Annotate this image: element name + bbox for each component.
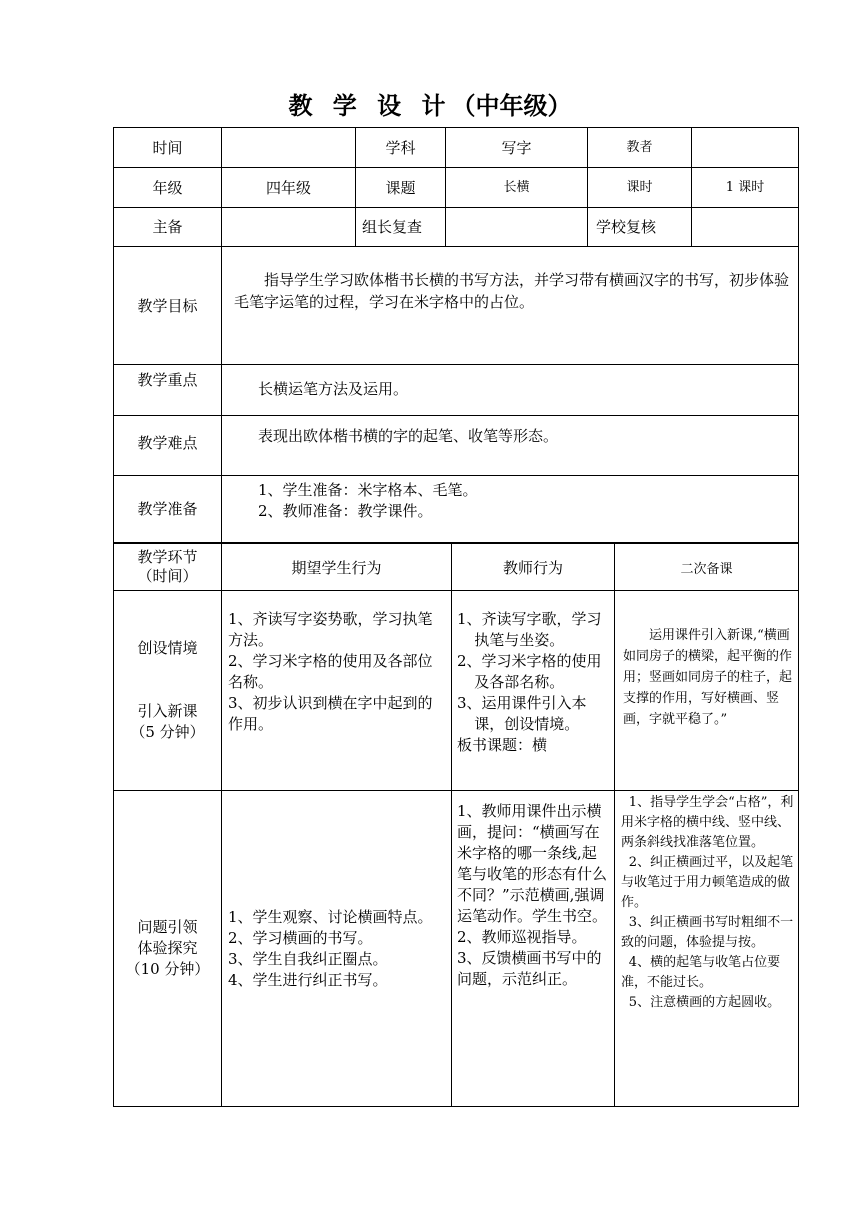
- subject-label: 学科: [356, 128, 446, 168]
- subject-value: 写字: [446, 128, 588, 168]
- student-item: 2、学习横画的书写。: [228, 928, 373, 947]
- stage-name-line3: （5 分钟）: [130, 723, 205, 741]
- time-label: 时间: [114, 128, 222, 168]
- key-points-text: 长横运笔方法及运用。: [258, 380, 409, 398]
- process-table: [113, 543, 799, 1107]
- title-grade: （中年级）: [451, 92, 572, 120]
- student-item: 1、学生观察、讨论横画特点。: [228, 907, 433, 926]
- lead-value: [222, 208, 356, 247]
- goals-label: 教学目标: [114, 247, 222, 365]
- lesson-info-table: [113, 127, 799, 543]
- period-value: 1 课时: [692, 168, 799, 208]
- table-row: [114, 591, 799, 791]
- stage-name-line2: 引入新课: [137, 702, 198, 720]
- second-item: 3、纠正横画书写时粗细不一致的问题，体验提与按。: [621, 915, 794, 950]
- stage-name-line2: 体验探究: [137, 939, 198, 957]
- preparation-item: 1、学生准备：米字格本、毛笔。: [258, 481, 478, 499]
- student-item: 3、初步认识到横在字中起到的作用。: [228, 694, 433, 733]
- teacher-label: 教者: [588, 128, 692, 168]
- teacher-extra: 板书课题：横: [457, 736, 548, 754]
- difficulties-text: 表现出欧体楷书横的字的起笔、收笔等形态。: [258, 427, 559, 445]
- second-item: 5、注意横画的方起圆收。: [628, 995, 781, 1010]
- preparation-label: 教学准备: [114, 476, 222, 543]
- title-main: 教 学 设 计: [288, 92, 452, 120]
- teacher-item: 3、反馈横画书写中的问题，示范纠正。: [457, 949, 602, 988]
- stage-header-line2: （时间）: [137, 567, 198, 585]
- grade-label: 年级: [114, 168, 222, 208]
- school-check-label: 学校复核: [588, 208, 692, 247]
- student-item: 1、齐读写字姿势歌，学习执笔方法。: [228, 610, 433, 649]
- teacher-header: 教师行为: [452, 544, 615, 591]
- lead-label: 主备: [114, 208, 222, 247]
- student-item: 4、学生进行纠正书写。: [228, 970, 388, 989]
- group-check-label: 组长复查: [356, 208, 446, 247]
- period-label: 课时: [588, 168, 692, 208]
- difficulties-label: 教学难点: [114, 416, 222, 476]
- stage-name-line3: （10 分钟）: [125, 960, 210, 978]
- teacher-item: 1、教师用课件出示横画，提问：“横画写在米字格的哪一条线,起笔与收笔的形态有什么不同？”示范横画,强调运笔动作。学生书空。: [457, 802, 608, 925]
- stage-header-line1: 教学环节: [137, 548, 198, 566]
- second-item: 4、横的起笔与收笔占位要准，不能过长。: [621, 955, 781, 990]
- student-item: 3、学生自我纠正圈点。: [228, 949, 388, 968]
- time-value: [222, 128, 356, 168]
- second-item: 1、指导学生学会“占格”，利用米字格的横中线、竖中线、两条斜线找准落笔位置。: [621, 795, 794, 850]
- key-points-label: 教学重点: [114, 365, 222, 416]
- preparation-item: 2、教师准备：教学课件。: [258, 502, 433, 520]
- stage-name-line1: 问题引领: [137, 918, 198, 936]
- teacher-item: 1、齐读写字歌，学习执笔与坐姿。: [457, 610, 602, 649]
- teacher-item: 2、学习米字格的使用及各部名称。: [457, 652, 602, 691]
- stage-name-line1: 创设情境: [137, 639, 198, 657]
- student-header: 期望学生行为: [222, 544, 452, 591]
- second-item: 2、纠正横画过平，以及起笔与收笔过于用力顿笔造成的做作。: [621, 855, 794, 910]
- teacher-item: 2、教师巡视指导。: [457, 928, 587, 946]
- school-check-value: [692, 208, 799, 247]
- topic-value: 长横: [446, 168, 588, 208]
- student-item: 2、学习米字格的使用及各部位名称。: [228, 652, 433, 691]
- topic-label: 课题: [356, 168, 446, 208]
- second-note: 运用课件引入新课,“横画如同房子的横梁，起平衡的作用；竖画如同房子的柱子，起支撑的作用，写好横画、竖画，字就平稳了。”: [623, 628, 793, 727]
- teacher-value: [692, 128, 799, 168]
- document-title: [0, 86, 860, 121]
- teacher-item: 3、运用课件引入本课，创设情境。: [457, 694, 587, 733]
- group-check-value: [446, 208, 588, 247]
- table-row: [114, 791, 799, 1107]
- goals-text: 指导学生学习欧体楷书长横的书写方法，并学习带有横画汉字的书写，初步体验毛笔字运笔的过程，学习在米字格中的占位。: [234, 271, 790, 311]
- second-header: 二次备课: [615, 544, 799, 591]
- grade-value: 四年级: [222, 168, 356, 208]
